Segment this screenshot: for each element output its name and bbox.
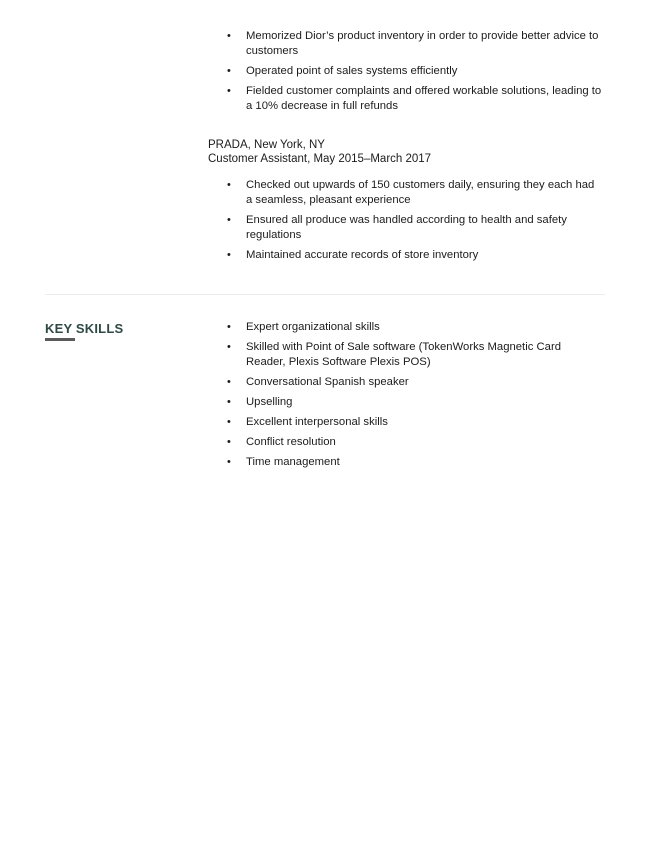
skill-text: Skilled with Point of Sale software (TokenWorks Magnetic Card Reader, Plexis Software Plexis POS) (246, 341, 561, 368)
bullet-text: Ensured all produce was handled according to health and safety regulations (246, 214, 567, 241)
bullet-icon: • (227, 249, 231, 261)
list-item (208, 435, 603, 450)
bullet-icon: • (227, 214, 231, 226)
skill-text: Excellent interpersonal skills (246, 416, 388, 428)
list-item (208, 84, 603, 114)
bullet-text: Maintained accurate records of store inventory (246, 249, 479, 261)
dior-job-bullets-block (208, 29, 603, 119)
skill-text: Conversational Spanish speaker (246, 376, 409, 388)
list-item (208, 29, 603, 59)
list-item (208, 320, 603, 335)
dior-bullet-list (208, 29, 603, 114)
bullet-icon: • (227, 321, 231, 333)
list-item (208, 64, 603, 79)
bullet-icon: • (227, 179, 231, 191)
section-title-key-skills: KEY SKILLS (45, 321, 124, 336)
bullet-text: Memorized Dior’s product inventory in order to provide better advice to customers (246, 30, 599, 57)
list-item (208, 178, 603, 208)
prada-bullet-list (208, 178, 603, 263)
bullet-icon: • (227, 30, 231, 42)
bullet-icon: • (227, 341, 231, 353)
list-item (208, 248, 603, 263)
bullet-text: Fielded customer complaints and offered workable solutions, leading to a 10% decrease in full refunds (246, 85, 602, 112)
list-item (208, 213, 603, 243)
section-divider (45, 294, 605, 295)
bullet-icon: • (227, 85, 231, 97)
bullet-icon: • (227, 416, 231, 428)
prada-job-block (208, 138, 603, 268)
skill-text: Upselling (246, 396, 293, 408)
section-title-underline (45, 338, 75, 341)
skill-text: Conflict resolution (246, 436, 336, 448)
skills-bullet-list (208, 320, 603, 470)
bullet-icon: • (227, 376, 231, 388)
skill-text: Time management (246, 456, 340, 468)
list-item (208, 455, 603, 470)
bullet-icon: • (227, 456, 231, 468)
bullet-icon: • (227, 396, 231, 408)
bullet-icon: • (227, 436, 231, 448)
job-employer: PRADA, New York, NY (208, 139, 325, 151)
list-item (208, 395, 603, 410)
job-role-dates: Customer Assistant, May 2015–March 2017 (208, 153, 432, 165)
bullet-text: Operated point of sales systems efficiently (246, 65, 458, 77)
list-item (208, 375, 603, 390)
skill-text: Expert organizational skills (246, 321, 380, 333)
list-item (208, 340, 603, 370)
bullet-text: Checked out upwards of 150 customers daily, ensuring they each had a seamless, pleasant experience (246, 179, 595, 206)
key-skills-block (208, 320, 603, 475)
list-item (208, 415, 603, 430)
bullet-icon: • (227, 65, 231, 77)
